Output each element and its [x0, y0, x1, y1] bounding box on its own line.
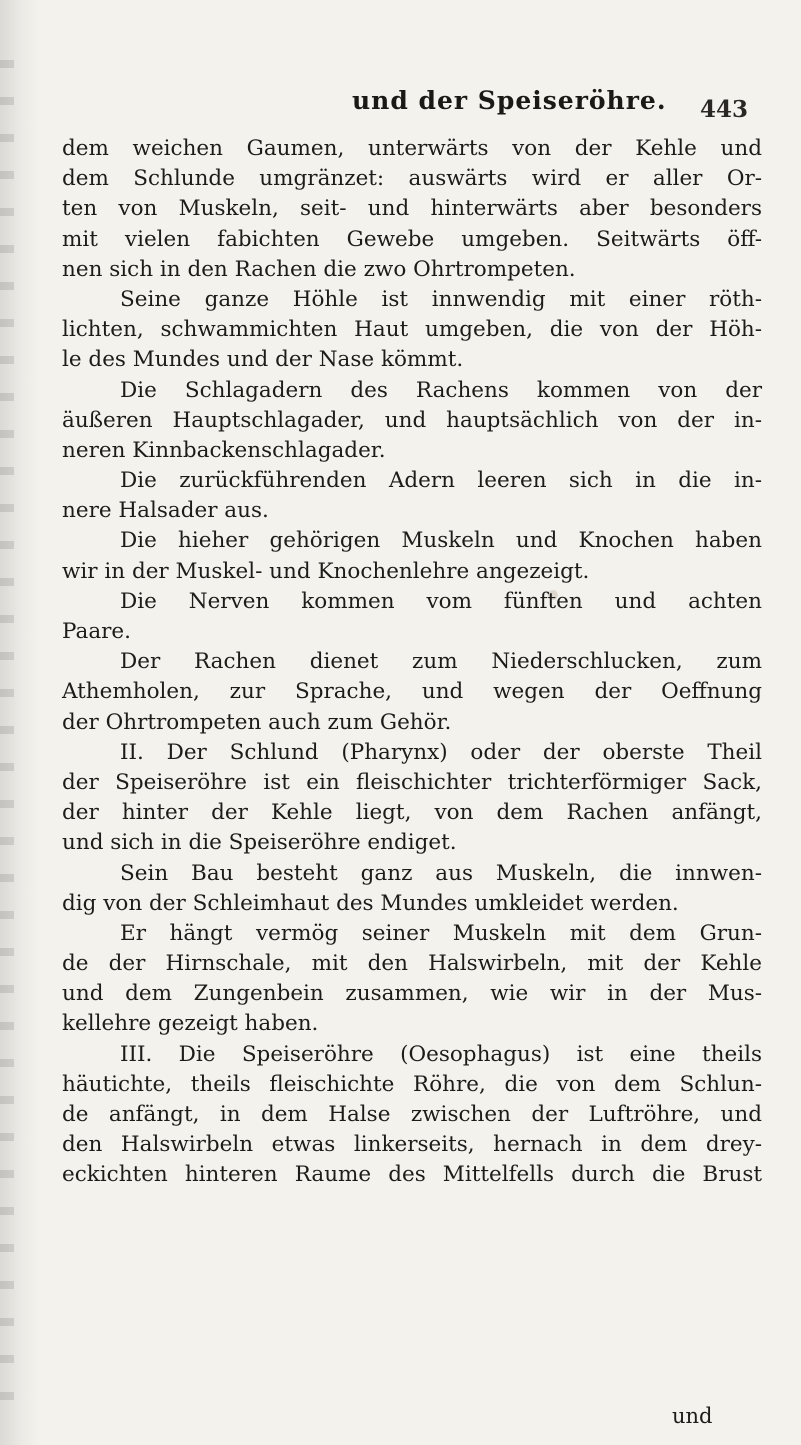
text-line: Die Nerven kommen vom fünften und achten	[120, 588, 762, 614]
text-line: nere Halsader aus.	[62, 498, 269, 524]
text-line: II. Der Schlund (Pharynx) oder der oberste Theil	[120, 739, 762, 765]
text-line: Die Schlagadern des Rachens kommen von der	[120, 377, 762, 403]
text-line: de anfängt, in dem Halse zwischen der Luftröhre, und	[62, 1102, 762, 1127]
text-line: Paare.	[62, 619, 131, 644]
text-line: Sein Bau besteht ganz aus Muskeln, die innwen-	[120, 860, 762, 886]
binding-edge	[0, 60, 14, 1420]
text-line: Die hieher gehörigen Muskeln und Knochen haben	[120, 528, 762, 554]
text-line: und dem Zungenbein zusammen, wie wir in der Mus-	[62, 981, 762, 1007]
catchword: und	[672, 1404, 713, 1428]
text-line: nen sich in den Rachen die zwo Ohrtrompeten.	[62, 256, 576, 282]
text-line: III. Die Speiseröhre (Oesophagus) ist eine theils	[120, 1041, 762, 1067]
text-line: wir in der Muskel- und Knochenlehre angezeigt.	[62, 558, 590, 584]
text-line: den Halswirbeln etwas linkerseits, hernach in dem drey-	[62, 1132, 762, 1158]
text-line: kellehre gezeigt haben.	[62, 1011, 319, 1037]
text-line: der Speiseröhre ist ein fleischichter trichterförmiger Sack,	[62, 769, 762, 795]
text-line: Der Rachen dienet zum Niederschlucken, zum	[120, 649, 762, 675]
text-line: le des Mundes und der Nase kömmt.	[62, 347, 464, 373]
text-line: neren Kinnbackenschlagader.	[62, 437, 386, 463]
text-line: mit vielen fabichten Gewebe umgeben. Seitwärts öff-	[62, 226, 762, 252]
text-line: und sich in die Speiseröhre endiget.	[62, 830, 457, 856]
running-head: und der Speiseröhre.	[352, 86, 667, 115]
page-number: 443	[700, 96, 749, 123]
text-line: Seine ganze Höhle ist innwendig mit einer röth-	[120, 286, 762, 312]
text-line: Er hängt vermög seiner Muskeln mit dem Grun-	[120, 920, 762, 946]
text-line: ten von Muskeln, seit- und hinterwärts aber besonders	[62, 196, 762, 222]
text-line: dem weichen Gaumen, unterwärts von der Kehle und	[62, 136, 762, 161]
text-line: de der Hirnschale, mit den Halswirbeln, mit der Kehle	[62, 951, 762, 977]
text-line: häutichte, theils fleischichte Röhre, die von dem Schlun-	[62, 1071, 762, 1097]
text-line: der Ohrtrompeten auch zum Gehör.	[62, 709, 452, 735]
text-line: Die zurückführenden Adern leeren sich in die in-	[120, 468, 762, 494]
text-line: lichten, schwammichten Haut umgeben, die von der Höh-	[62, 317, 762, 343]
text-line: eckichten hinteren Raume des Mittelfells durch die Brust	[62, 1162, 762, 1188]
text-line: der hinter der Kehle liegt, von dem Rachen anfängt,	[62, 800, 762, 826]
page-header	[0, 86, 801, 126]
text-line: dig von der Schleimhaut des Mundes umkleidet werden.	[62, 890, 679, 916]
text-line: dem Schlunde umgränzet: auswärts wird er aller Or-	[62, 166, 762, 192]
body-text	[62, 134, 762, 1191]
text-line: Athemholen, zur Sprache, und wegen der Oeffnung	[62, 679, 762, 705]
text-line: äußeren Hauptschlagader, und hauptsächlich von der in-	[62, 407, 762, 433]
